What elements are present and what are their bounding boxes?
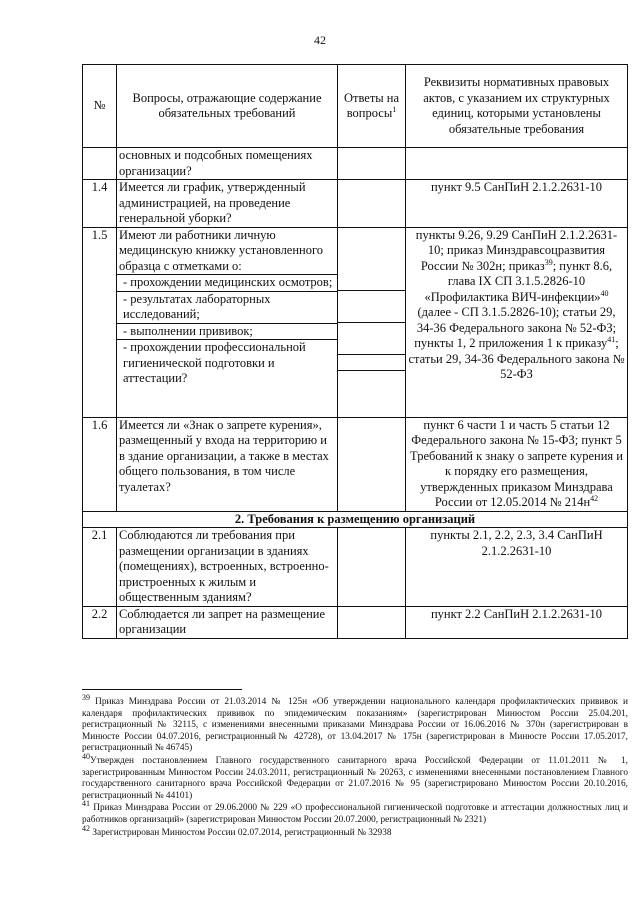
header-questions: Вопросы, отражающие содержание обязательных требований bbox=[117, 65, 338, 148]
answer-box bbox=[338, 370, 405, 417]
answer-box bbox=[338, 228, 405, 290]
footnote-ref: 42 bbox=[590, 493, 599, 503]
footnote-mark: 39 bbox=[82, 692, 90, 702]
requisites-text: ; статьи 29, 34-36 Федерального закона № 52-ФЗ bbox=[408, 336, 625, 381]
footnote-mark: 40 bbox=[82, 751, 90, 761]
row-question: Соблюдаются ли требования при размещении организации в зданиях (помещениях), встроенных, встроенно-пристроенных к жилым и общественным зданиям? bbox=[117, 528, 338, 607]
row-question: Имеется ли «Знак о запрете курения», размещенный у входа на территорию и в здание организации, а также в местах общего пользования, в том числе туалетах? bbox=[117, 417, 338, 511]
footnote-text: Утвержден постановлением Главного государственного санитарного врача Российской Федерации от 11.01.2011 № 1, зарегистрированным Минюстом России 24.03.2011, регистрационный № 20263, с изменениями внесенными постановлением Главного государственного санитарного врача Российской Федерации от 21.07.2016 № 95 (зарегистрировано Минюстом России 20.10.2016, регистрационный № 44101) bbox=[82, 755, 628, 801]
row-number: 2.2 bbox=[83, 606, 117, 638]
question-subitem: - прохождении медицинских осмотров; bbox=[117, 274, 337, 291]
footnote-ref: 41 bbox=[607, 334, 616, 344]
section-row bbox=[83, 511, 628, 528]
footnote-ref: 1 bbox=[392, 104, 397, 114]
row-answer bbox=[338, 606, 406, 638]
footnote bbox=[82, 799, 628, 826]
table-row bbox=[83, 417, 628, 511]
answer-box bbox=[338, 354, 405, 370]
table-row bbox=[83, 180, 628, 228]
requisites-text: (далее - СП 3.1.5.2826-10); статьи 29, 34-36 Федерального закона № 52-ФЗ; пункты 1, 2 приложения 1 к приказу bbox=[414, 305, 617, 350]
row-question bbox=[117, 227, 338, 417]
question-subitem: - прохождении профессиональной гигиенической подготовки и аттестации? bbox=[117, 339, 337, 387]
row-number: 2.1 bbox=[83, 528, 117, 607]
row-question: Имеется ли график, утвержденный администрацией, на проведение генеральной уборки? bbox=[117, 180, 338, 228]
requirements-table bbox=[82, 64, 628, 639]
header-number: № bbox=[83, 65, 117, 148]
row-requisites bbox=[406, 148, 628, 180]
footnote-ref: 39 bbox=[544, 257, 553, 267]
question-subitem: - результатах лабораторных исследований; bbox=[117, 291, 337, 323]
table-row bbox=[83, 148, 628, 180]
table-row bbox=[83, 528, 628, 607]
row-number: 1.4 bbox=[83, 180, 117, 228]
footnote-text: Зарегистрирован Минюстом России 02.07.2014, регистрационный № 32938 bbox=[90, 827, 392, 838]
page-number: 42 bbox=[314, 33, 326, 47]
table-header-row bbox=[83, 65, 628, 148]
footnote bbox=[82, 751, 628, 802]
question-subitem: - выполнении прививок; bbox=[117, 323, 337, 340]
footnote-separator bbox=[82, 689, 242, 690]
row-number bbox=[83, 148, 117, 180]
requisites-text: ; пункт 8.6, глава IX СП 3.1.5.2826-10 «Профилактика ВИЧ-инфекции» bbox=[424, 258, 613, 304]
table-row bbox=[83, 606, 628, 638]
footnote bbox=[82, 823, 628, 840]
row-answer bbox=[338, 528, 406, 607]
requisites-text: пункты 9.26, 9.29 СанПиН 2.1.2.2631-10; приказ Минздравсоцразвития России № 302н; приказ bbox=[415, 227, 618, 273]
header-answers bbox=[338, 65, 406, 148]
row-number: 1.5 bbox=[83, 227, 117, 417]
row-answer bbox=[338, 417, 406, 511]
row-requisites: пункты 2.1, 2.2, 2.3, 3.4 СанПиН 2.1.2.2631-10 bbox=[406, 528, 628, 607]
footnote-ref: 40 bbox=[600, 288, 609, 298]
requisites-text: пункт 6 части 1 и часть 5 статьи 12 Федерального закона № 15-ФЗ; пункт 5 Требований к знаку о запрете курения и к порядку его размещения, утвержденных приказом Минздрава России от 12.05.2014 № 214н bbox=[410, 417, 623, 509]
row-requisites: пункт 9.5 СанПиН 2.1.2.2631-10 bbox=[406, 180, 628, 228]
row-requisites: пункт 2.2 СанПиН 2.1.2.2631-10 bbox=[406, 606, 628, 638]
table-row bbox=[83, 227, 628, 417]
answer-box bbox=[338, 290, 405, 322]
footnote-text: Приказ Минздрава России от 29.06.2000 № 229 «О профессиональной гигиенической подготовке и аттестации должностных лиц и работников организаций» (зарегистрирован Минюстом России 20.07.2000, регистрационный № 2321) bbox=[82, 803, 628, 825]
footnotes bbox=[82, 692, 628, 840]
row-answer bbox=[338, 180, 406, 228]
footnote-mark: 41 bbox=[82, 799, 90, 809]
row-question: основных и подсобных помещениях организации? bbox=[117, 148, 338, 180]
question-lead: Имеют ли работники личную медицинскую книжку установленного образца с отметками о: bbox=[119, 227, 324, 273]
footnote-text: Приказ Минздрава России от 21.03.2014 № 125н «Об утверждении национального календаря профилактических прививок и календаря профилактических прививок по эпидемическим показаниям» (зарегистрирован Минюстом России 25.04.201, регистрационный № 32115, с изменениями внесенными приказами Минздрава России от 16.06.2016 № 370н (зарегистрирован в Минюсте России 04.07.2016, регистрационный№ 42728), от 13.04.2017 № 175н (зарегистрирован в Минюсте России 17.05.2017, регистрационный № 46745) bbox=[82, 697, 628, 754]
header-answers-label: Ответы на вопросы bbox=[343, 90, 400, 120]
row-requisites bbox=[406, 227, 628, 417]
row-question: Соблюдается ли запрет на размещение организации bbox=[117, 606, 338, 638]
row-answer bbox=[338, 148, 406, 180]
footnote-mark: 42 bbox=[82, 823, 90, 833]
section-title: 2. Требования к размещению организаций bbox=[83, 511, 628, 528]
answer-box bbox=[338, 322, 405, 354]
row-requisites bbox=[406, 417, 628, 511]
row-number: 1.6 bbox=[83, 417, 117, 511]
footnote bbox=[82, 692, 628, 755]
header-requisites: Реквизиты нормативных правовых актов, с указанием их структурных единиц, которыми установлены обязательные требования bbox=[406, 65, 628, 148]
row-answer bbox=[338, 227, 406, 417]
